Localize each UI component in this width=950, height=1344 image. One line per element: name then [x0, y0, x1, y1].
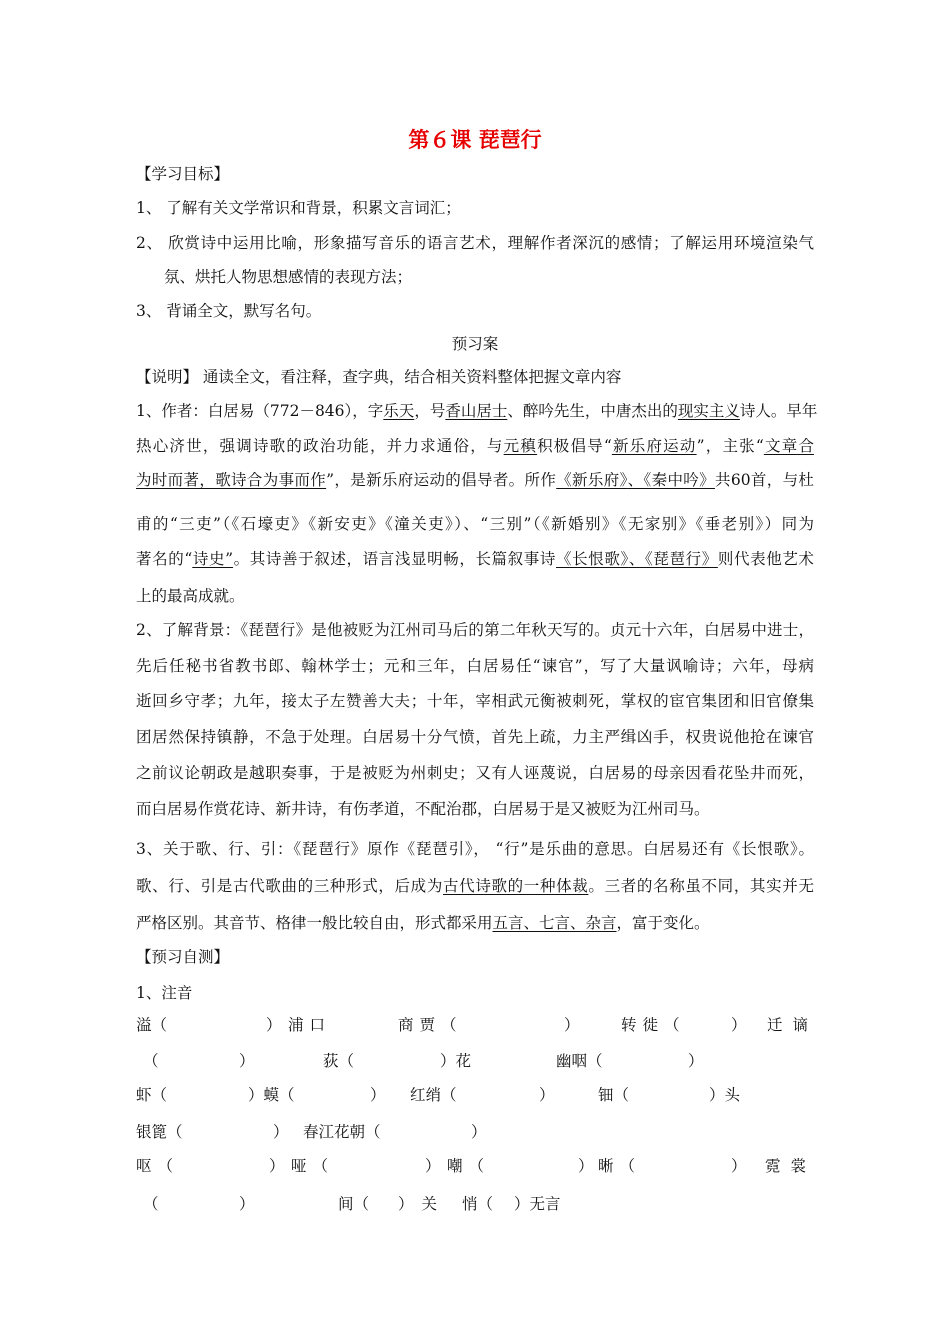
pinyin-item: 商贾（	[398, 1016, 463, 1034]
pinyin-item: 荻（	[323, 1052, 355, 1070]
pinyin-item: 间（	[338, 1195, 370, 1213]
blank-close: ）	[269, 1157, 285, 1175]
blank-close: ）	[471, 1123, 487, 1141]
pinyin-item: 晰（	[598, 1157, 642, 1175]
blank-open: （	[143, 1052, 159, 1070]
pinyin-item: ）关	[398, 1195, 446, 1213]
goal-item-3: 3、 背诵全文，默写名句。	[136, 302, 322, 320]
pinyin-item: 虾（	[136, 1086, 168, 1104]
pinyin-item: ）蟆（	[248, 1086, 295, 1104]
blank-close: ）	[688, 1052, 704, 1070]
pinyin-item: 浦口	[288, 1016, 332, 1034]
background-line-3: 逝回乡守孝；九年，接太子左赞善大夫；十年，宰相武元衡被刺死，掌权的宦官集团和旧官僚集	[136, 692, 814, 710]
pinyin-item: 转徙（	[621, 1016, 686, 1034]
pinyin-item: 春江花朝（	[303, 1123, 381, 1141]
blank-close: ）	[370, 1086, 386, 1104]
blank-close: ）	[273, 1123, 289, 1141]
pinyin-item: 钿（	[598, 1086, 630, 1104]
author-line-3: 为时而著，歌诗合为事而作”，是新乐府运动的倡导者。所作《新乐府》、《秦中吟》共60首，与杜	[136, 471, 814, 489]
blank-open: （	[143, 1195, 159, 1213]
blank-close: ）	[425, 1157, 441, 1175]
author-line-2: 热心济世，强调诗歌的政治功能，并力求通俗，与元稹积极倡导“新乐府运动”，主张“文章合	[136, 437, 814, 455]
pinyin-item: 呕（	[136, 1157, 180, 1175]
blank-close: ）	[239, 1052, 255, 1070]
blank-close: ）	[731, 1016, 747, 1034]
author-line-6: 上的最高成就。	[136, 587, 245, 605]
genre-line-3: 严格区别。其音节、格律一般比较自由，形式都采用五言、七言、杂言，富于变化。	[136, 914, 710, 932]
background-line-5: 之前议论朝政是越职奏事，于是被贬为州刺史；又有人诬蔑说，白居易的母亲因看花坠井而死，	[136, 764, 814, 782]
genre-line-2: 歌、行、引是古代歌曲的三种形式，后成为古代诗歌的一种体裁。三者的名称虽不同，其实并无	[136, 877, 814, 895]
author-line-4: 甫的“三吏”（《石壕吏》《新安吏》《潼关吏》）、“三别”（《新婚别》《无家别》《垂老别》）同为	[136, 515, 814, 533]
pinyin-item: 悄（	[462, 1195, 494, 1213]
blank-close: ）	[539, 1086, 555, 1104]
pinyin-item: 银篦（	[136, 1123, 183, 1141]
goal-item-1: 1、 了解有关文学常识和背景，积累文言词汇；	[136, 199, 461, 217]
genre-line-1: 3、关于歌、行、引：《琵琶行》原作《琵琶引》， “行”是乐曲的意思。白居易还有《长恨歌》。	[136, 840, 814, 858]
question-1-label: 1、注音	[136, 984, 193, 1002]
background-line-6: 而白居易作赏花诗、新井诗，有伤孝道，不配治郡，白居易于是又被贬为江州司马。	[136, 800, 710, 818]
blank-close: ）	[578, 1157, 594, 1175]
pinyin-item: 霓裳	[765, 1157, 817, 1175]
preview-title: 预习案	[451, 335, 499, 353]
pinyin-item: 嘲（	[447, 1157, 491, 1175]
blank-close: ）	[564, 1016, 580, 1034]
pinyin-item: 溢（	[136, 1016, 168, 1034]
goal-item-2: 2、 欣赏诗中运用比喻，形象描写音乐的语言艺术，理解作者深沉的感情；了解运用环境渲染气	[136, 234, 814, 252]
background-line-1: 2、了解背景：《琵琶行》是他被贬为江州司马后的第二年秋天写的。贞元十六年，白居易中进士，	[136, 621, 814, 639]
pinyin-item: ）无言	[514, 1195, 561, 1213]
note-line: 【说明】 通读全文，看注释，查字典，结合相关资料整体把握文章内容	[136, 368, 622, 386]
background-line-2: 先后任秘书省教书郎、翰林学士；元和三年，白居易任“谏官”，写了大量讽喻诗；六年，母病	[136, 657, 814, 675]
author-line-1: 1、作者：白居易（772－846），字乐天，号香山居士、醉吟先生，中唐杰出的现实主义诗人。早年	[136, 402, 818, 420]
author-line-5: 著名的“诗史”。其诗善于叙述，语言浅显明畅，长篇叙事诗《长恨歌》、《琵琶行》则代表他艺术	[136, 550, 814, 568]
background-line-4: 团居然保持镇静，不急于处理。白居易十分气愤，首先上疏，力主严缉凶手，权贵说他抢在谏官	[136, 728, 814, 746]
self-test-heading: 【预习自测】	[136, 948, 230, 966]
goal-item-2-cont: 氛、烘托人物思想感情的表现方法；	[164, 268, 413, 286]
blank-close: ）	[239, 1195, 255, 1213]
pinyin-item: 哑（	[291, 1157, 335, 1175]
lesson-title: 第６课 琵琶行	[408, 128, 542, 152]
blank-close: ）	[731, 1157, 747, 1175]
pinyin-item: 迁谪	[767, 1016, 819, 1034]
pinyin-item: ）头	[709, 1086, 741, 1104]
goals-heading: 【学习目标】	[136, 165, 230, 183]
pinyin-item: ）花	[440, 1052, 472, 1070]
pinyin-item: 红绡（	[410, 1086, 457, 1104]
blank-close: ）	[266, 1016, 282, 1034]
pinyin-item: 幽咽（	[556, 1052, 603, 1070]
